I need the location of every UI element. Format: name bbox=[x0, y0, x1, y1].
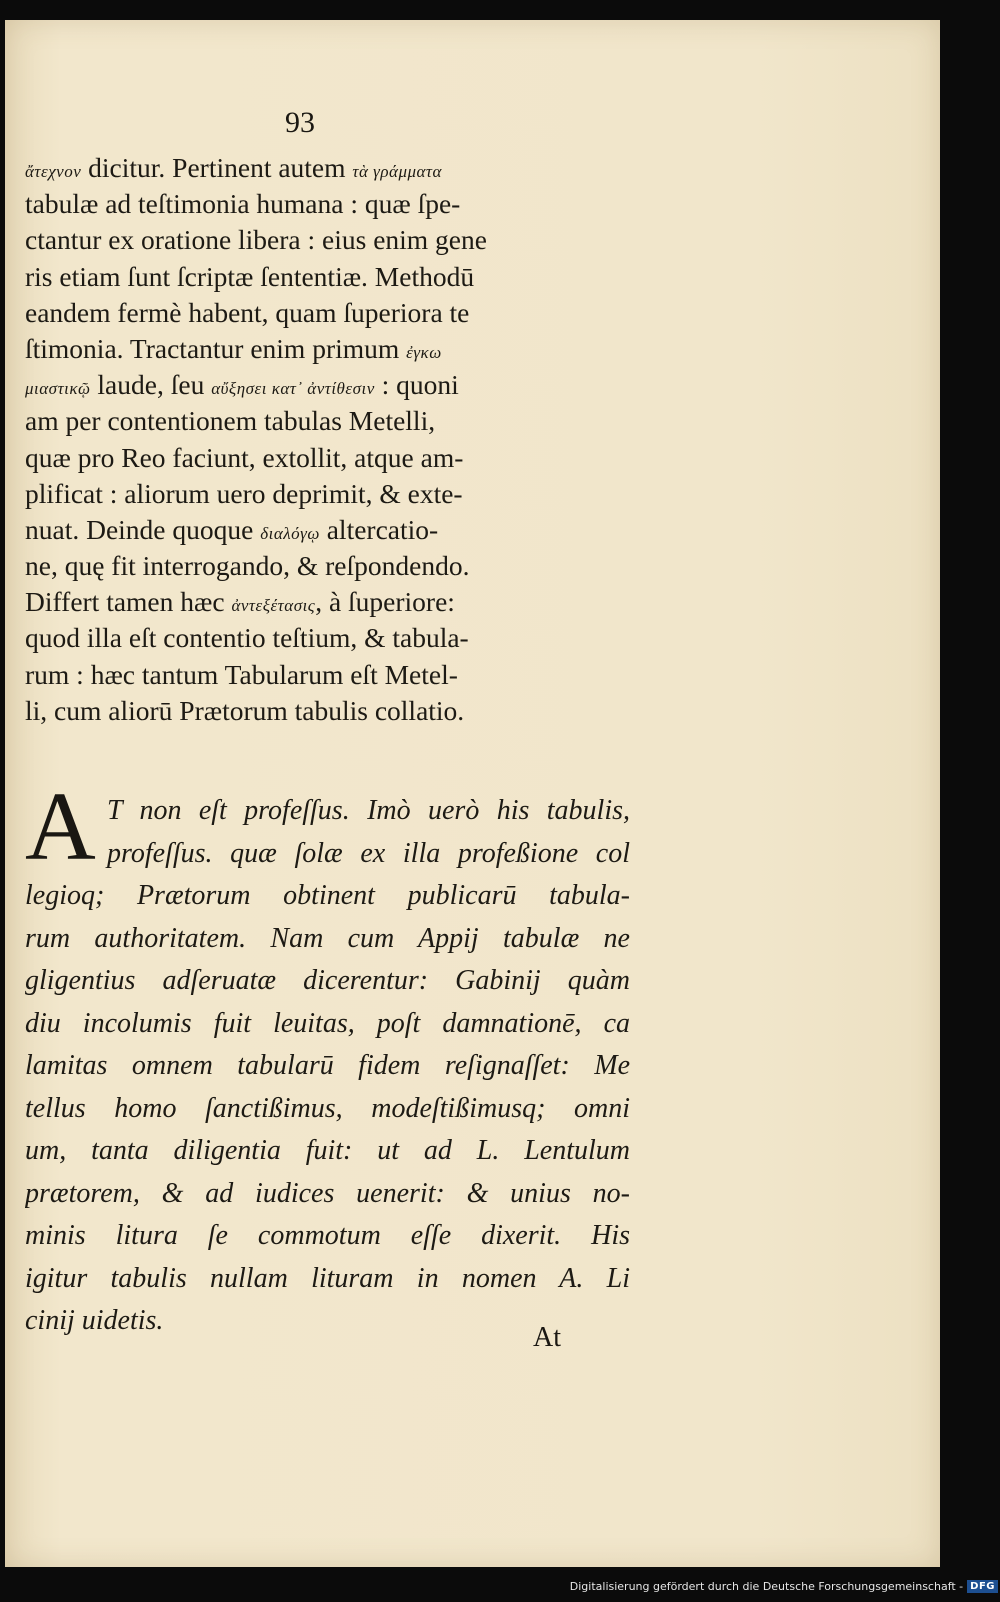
digitization-footer bbox=[570, 1572, 998, 1600]
book-page bbox=[5, 20, 940, 1567]
greek-word: ἐγκω bbox=[406, 342, 442, 362]
text-segment: Differt tamen hæc bbox=[25, 586, 232, 618]
text-segment: altercatio- bbox=[319, 513, 439, 545]
roman-text-block bbox=[25, 150, 630, 729]
text-segment: plificat : aliorum uero deprimit, & exte- bbox=[25, 477, 463, 509]
text-line bbox=[25, 693, 630, 729]
italic-text-line: rum authoritatem. Nam cum Appij tabulæ ne bbox=[25, 922, 630, 954]
text-segment: : quoni bbox=[374, 369, 459, 401]
text-segment: dicitur. Pertinent autem bbox=[81, 152, 353, 183]
footer-text: Digitalisierung gefördert durch die Deutsche Forschungsgemeinschaft - bbox=[569, 1579, 964, 1593]
text-line bbox=[25, 367, 630, 403]
drop-cap: A bbox=[25, 773, 96, 881]
italic-text-line: cinij uidetis. bbox=[25, 1305, 164, 1336]
text-segment: ctantur ex oratione libera : eius enim gene bbox=[25, 224, 487, 256]
italic-text-line: igitur tabulis nullam lituram in nomen A. Li bbox=[25, 1262, 630, 1294]
text-line bbox=[25, 657, 630, 693]
text-segment: am per contentionem tabulas Metelli, bbox=[25, 405, 436, 437]
italic-text-line: um, tanta diligentia fuit: ut ad L. Lentulum bbox=[25, 1135, 630, 1166]
italic-text-line: prætorem, & ad iudices uenerit: & unius no- bbox=[25, 1177, 630, 1209]
greek-word: μιαστικῷ bbox=[25, 379, 91, 399]
text-segment: li, cum aliorū Prætorum tabulis collatio. bbox=[25, 694, 465, 726]
greek-word: διαλόγῳ bbox=[260, 523, 320, 543]
text-line bbox=[25, 548, 630, 584]
text-line bbox=[25, 620, 630, 656]
text-segment: nuat. Deinde quoque bbox=[25, 513, 261, 545]
greek-word: ἀντεξέτασις bbox=[231, 596, 316, 616]
text-line bbox=[25, 440, 630, 476]
text-segment: ne, quę fit interrogando, & reſpondendo. bbox=[25, 550, 470, 582]
text-line bbox=[25, 584, 630, 620]
text-segment: eandem fermè habent, quam ſuperiora te bbox=[25, 296, 470, 328]
text-segment: quod illa eſt contentio teſtium, & tabula- bbox=[25, 622, 469, 654]
text-segment: ſtimonia. Tractantur enim primum bbox=[25, 332, 407, 364]
text-line bbox=[25, 295, 630, 331]
italic-text-line: minis litura ſe commotum eſſe dixerit. His bbox=[25, 1220, 630, 1251]
italic-text-block bbox=[25, 790, 630, 1343]
italic-text-line: gligentius adſeruatæ dicerentur: Gabinij quàm bbox=[25, 965, 630, 996]
text-segment: ris etiam ſunt ſcriptæ ſententiæ. Methodū bbox=[25, 260, 475, 292]
page-number: 93 bbox=[285, 106, 315, 139]
greek-word: ἄτεχνον bbox=[25, 162, 82, 181]
text-line bbox=[25, 222, 630, 258]
italic-text-line: T non eſt profeſſus. Imò uerò his tabulis, bbox=[107, 795, 630, 826]
text-line bbox=[25, 259, 630, 295]
catchword: At bbox=[533, 1322, 561, 1353]
text-segment: laude, ſeu bbox=[90, 369, 212, 401]
text-line bbox=[25, 512, 630, 548]
text-segment: rum : hæc tantum Tabularum eſt Metel- bbox=[25, 658, 458, 690]
italic-text-line: profeſſus. quæ ſolæ ex illa profeßione col bbox=[107, 837, 630, 869]
greek-word: τὰ γράμματα bbox=[352, 162, 442, 181]
italic-text-line: diu incolumis fuit leuitas, poſt damnationē, ca bbox=[25, 1007, 630, 1039]
text-line bbox=[25, 476, 630, 512]
text-line bbox=[25, 403, 630, 439]
dfg-logo: DFG bbox=[967, 1580, 998, 1593]
text-line bbox=[25, 150, 630, 186]
text-line bbox=[25, 186, 630, 222]
italic-text-line: legioq; Prætorum obtinent publicarū tabula- bbox=[25, 880, 630, 911]
italic-text-line: lamitas omnem tabularū fidem reſignaſſet: Me bbox=[25, 1050, 630, 1081]
text-line bbox=[25, 331, 630, 367]
text-segment: , à ſuperiore: bbox=[315, 586, 455, 618]
italic-text-line: tellus homo ſanctißimus, modeſtißimusq; omni bbox=[25, 1092, 630, 1124]
text-segment: tabulæ ad teſtimonia humana : quæ ſpe- bbox=[25, 188, 461, 220]
greek-word: αὔξησει κατ᾽ ἀντίθεσιν bbox=[211, 379, 375, 399]
text-segment: quæ pro Reo faciunt, extollit, atque am- bbox=[25, 441, 464, 473]
